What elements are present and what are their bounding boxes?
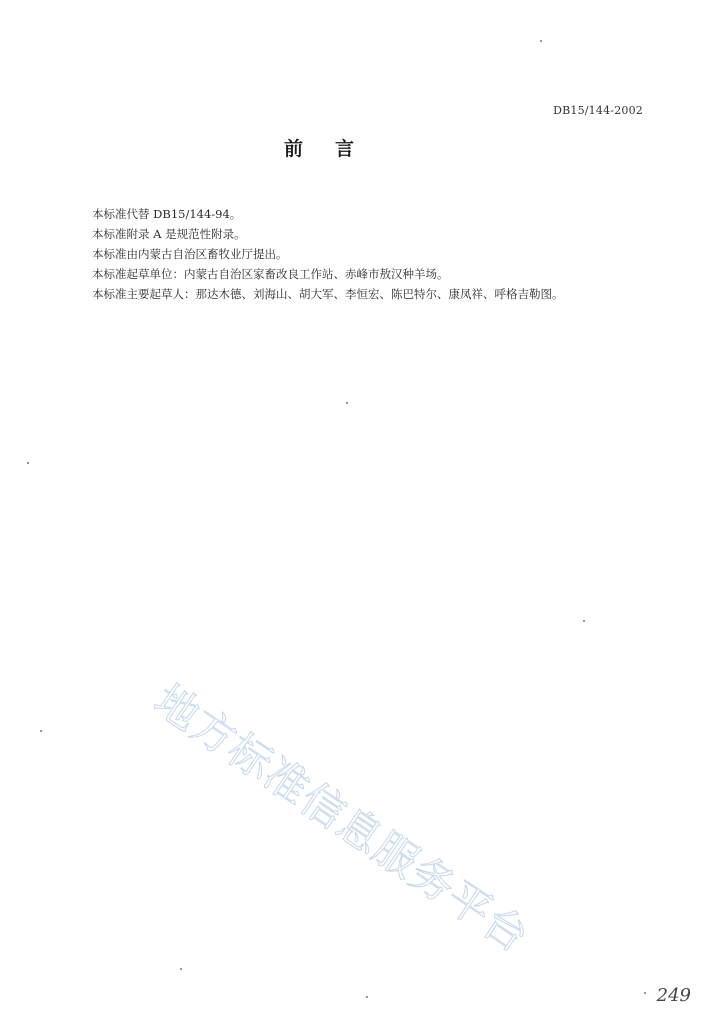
scan-speck bbox=[366, 996, 368, 998]
scan-speck bbox=[40, 730, 42, 732]
scan-speck bbox=[540, 40, 542, 42]
watermark-text: 地方标准信息服务平台 bbox=[145, 675, 538, 963]
scan-speck bbox=[583, 620, 585, 622]
scan-speck bbox=[346, 402, 348, 404]
page-number-mark: 249 bbox=[656, 985, 691, 1006]
title-char: 言 bbox=[335, 138, 355, 160]
paragraph: 本标准附录 A 是规范性附录。 bbox=[92, 227, 246, 241]
paragraph: 本标准由内蒙古自治区畜牧业厅提出。 bbox=[92, 247, 288, 261]
paragraph: 本标准起草单位：内蒙古自治区家畜改良工作站、赤峰市敖汉种羊场。 bbox=[92, 267, 449, 281]
scan-speck bbox=[180, 968, 182, 970]
page-title bbox=[284, 134, 354, 161]
scan-speck bbox=[27, 462, 29, 464]
paragraph: 本标准主要起草人：那达木德、刘海山、胡大军、李恒宏、陈巴特尔、康凤祥、呼格吉勒图。 bbox=[92, 287, 564, 301]
title-char: 前 bbox=[284, 138, 304, 160]
foreword-body bbox=[92, 204, 652, 304]
paragraph: 本标准代替 DB15/144-94。 bbox=[92, 207, 242, 221]
standard-code: DB15/144-2002 bbox=[553, 104, 643, 117]
scan-speck bbox=[644, 992, 646, 994]
